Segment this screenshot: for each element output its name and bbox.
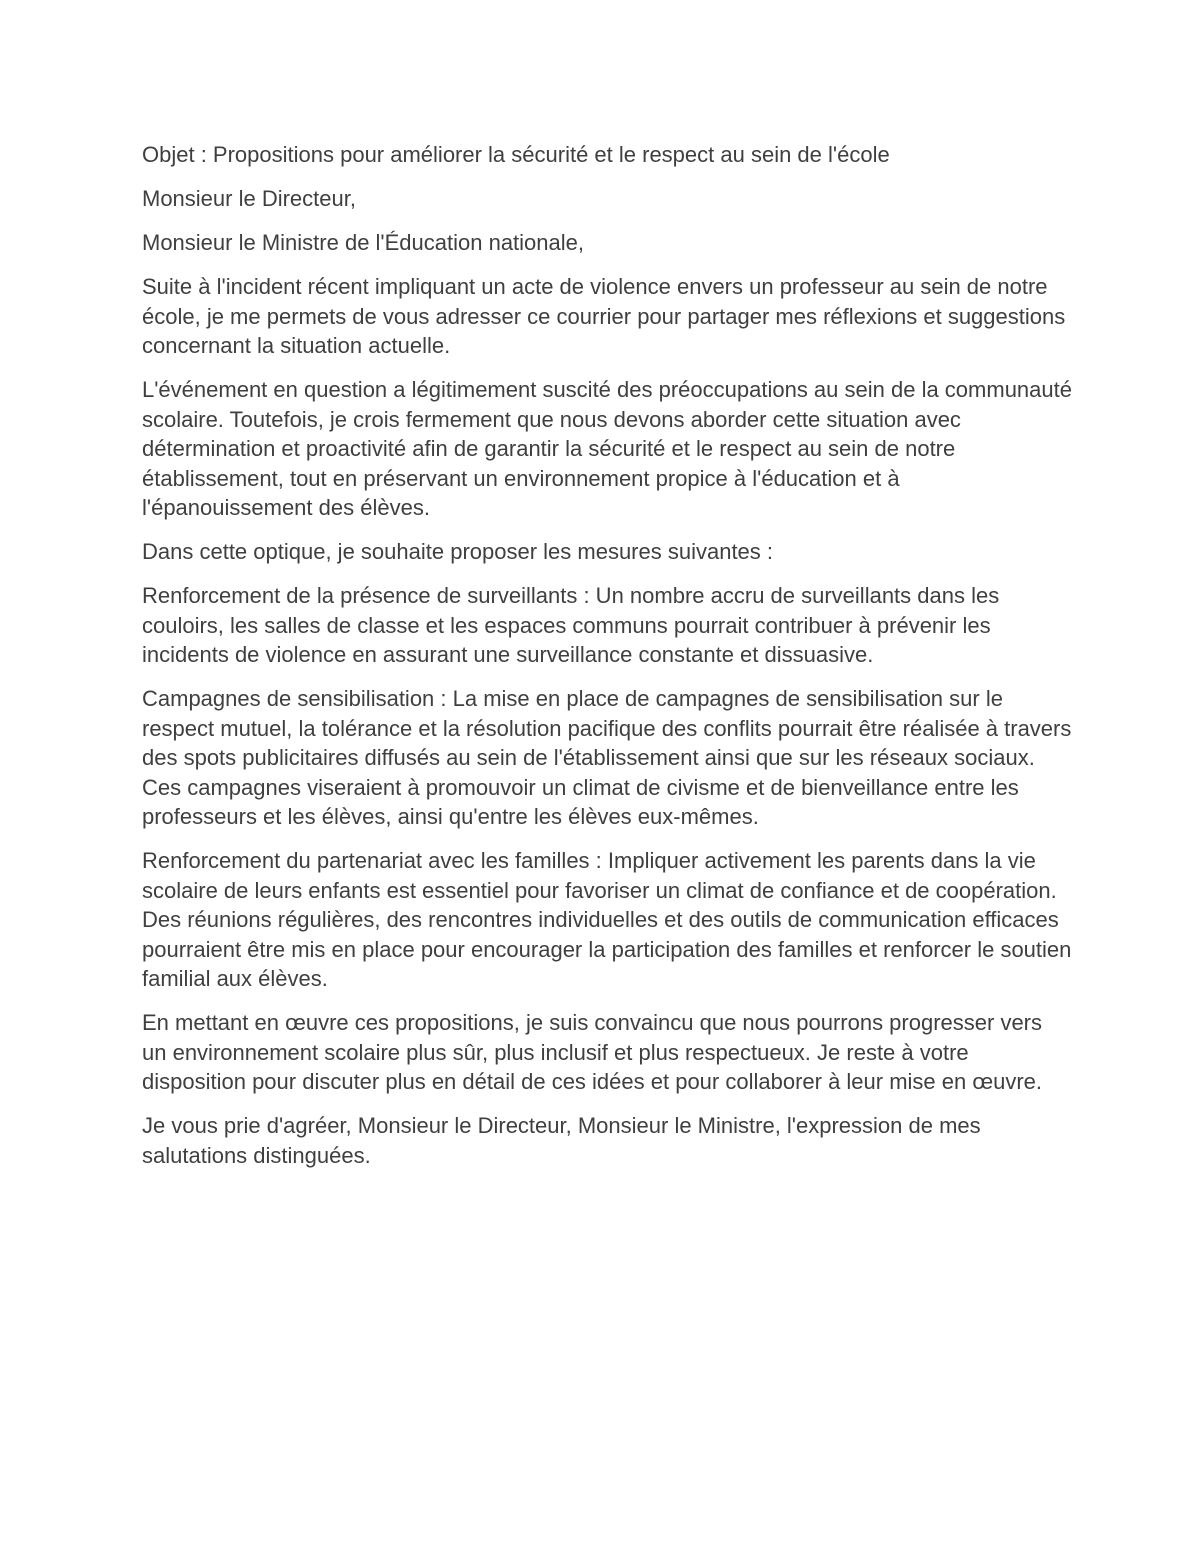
paragraph-proposal-families: Renforcement du partenariat avec les familles : Impliquer activement les parents dans la vie scolaire de leurs enfants est essentiel pour favoriser un climat de confiance et de coopération. Des réunions régulières, des rencontres individuelles et des outils de communication efficaces pourraient être mis en place pour encourager la participation des familles et renforcer le soutien familial aux élèves. (142, 848, 1072, 991)
letter-body (142, 140, 1072, 1185)
paragraph-proposals-intro: Dans cette optique, je souhaite proposer les mesures suivantes : (142, 539, 774, 564)
paragraph-conclusion: En mettant en œuvre ces propositions, je suis convaincu que nous pourrons progresser vers un environnement scolaire plus sûr, plus inclusif et plus respectueux. Je reste à votre disposition pour discuter plus en détail de ces idées et pour collaborer à leur mise en œuvre. (142, 1010, 1043, 1094)
salutation-director: Monsieur le Directeur, (142, 186, 356, 211)
letter-subject: Objet : Propositions pour améliorer la sécurité et le respect au sein de l'école (142, 142, 890, 167)
salutation-minister: Monsieur le Ministre de l'Éducation nationale, (142, 230, 584, 255)
paragraph-proposal-supervision: Renforcement de la présence de surveillants : Un nombre accru de surveillants dans les couloirs, les salles de classe et les espaces communs pourrait contribuer à prévenir les incidents de violence en assurant une surveillance constante et dissuasive. (142, 583, 1000, 667)
paragraph-closing: Je vous prie d'agréer, Monsieur le Directeur, Monsieur le Ministre, l'expression de mes salutations distinguées. (142, 1113, 981, 1168)
paragraph-proposal-awareness: Campagnes de sensibilisation : La mise en place de campagnes de sensibilisation sur le respect mutuel, la tolérance et la résolution pacifique des conflits pourrait être réalisée à travers des spots publicitaires diffusés au sein de l'établissement ainsi que sur les réseaux sociaux. Ces campagnes viseraient à promouvoir un climat de civisme et de bienveillance entre les professeurs et les élèves, ainsi qu'entre les élèves eux-mêmes. (142, 686, 1072, 829)
paragraph-introduction: Suite à l'incident récent impliquant un acte de violence envers un professeur au sein de notre école, je me permets de vous adresser ce courrier pour partager mes réflexions et suggestions concernant la situation actuelle. (142, 274, 1066, 358)
paragraph-context: L'événement en question a légitimement suscité des préoccupations au sein de la communauté scolaire. Toutefois, je crois fermement que nous devons aborder cette situation avec détermination et proactivité afin de garantir la sécurité et le respect au sein de notre établissement, tout en préservant un environnement propice à l'éducation et à l'épanouissement des élèves. (142, 377, 1072, 520)
